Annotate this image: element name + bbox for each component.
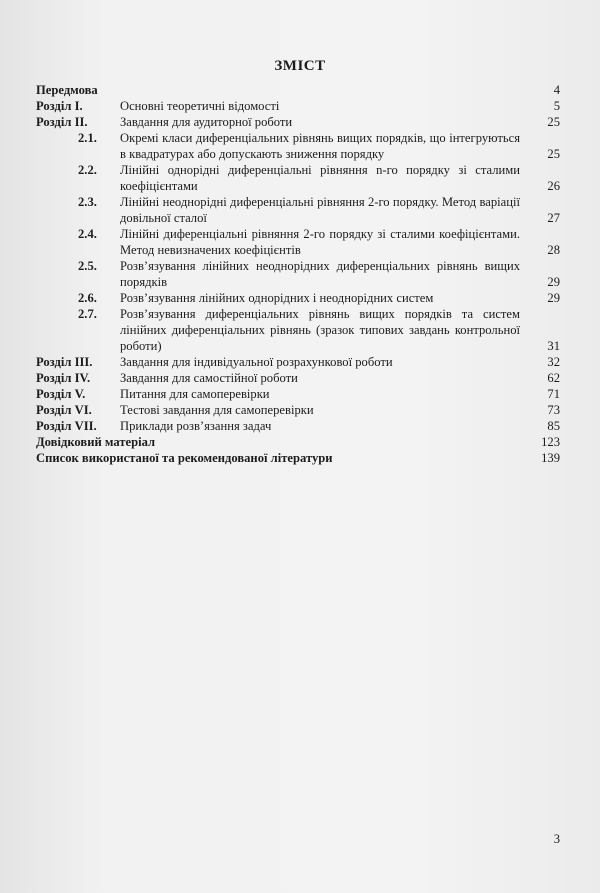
toc-entry [36, 434, 560, 450]
toc-entry [36, 130, 560, 162]
toc-entry-label: 2.2. [78, 163, 97, 177]
toc-entry-label: 2.4. [78, 227, 97, 241]
toc-entry-page: 71 [547, 387, 560, 401]
toc-entry [36, 306, 560, 354]
toc-entry-label: 2.7. [78, 307, 97, 321]
toc-entry-title: Лінійні однорідні диференціальні рівняння n-го порядку зі сталими коефіцієнтами [120, 163, 520, 193]
toc-entry-label: Розділ I. [36, 99, 83, 113]
toc-entry [36, 418, 560, 434]
toc-entry [36, 450, 560, 466]
toc-entry-page: 139 [541, 451, 560, 465]
toc-entry [36, 354, 560, 370]
toc-entry-page: 29 [547, 291, 560, 305]
toc-entry [36, 226, 560, 258]
toc-entry-page: 27 [547, 211, 560, 225]
toc-entry [36, 386, 560, 402]
toc-entry-page: 73 [547, 403, 560, 417]
toc-entry-title: Основні теоретичні відомості [120, 99, 280, 113]
toc-entry-label: Розділ V. [36, 387, 86, 401]
toc-entry-title: Список використаної та рекомендованої літератури [36, 451, 333, 465]
toc-entry [36, 258, 560, 290]
toc-entry-title: Передмова [36, 83, 98, 97]
toc-entry-title: Розв’язування диференціальних рівнянь вищих порядків та систем лінійних диференціальних рівнянь (зразок типових завдань контрольної роботи) [120, 307, 520, 353]
toc-entry-page: 29 [547, 275, 560, 289]
toc-entry-title: Довідковий матеріал [36, 435, 156, 449]
toc-entry-page: 31 [547, 339, 560, 353]
table-of-contents [36, 82, 560, 466]
toc-entry-page: 123 [541, 435, 560, 449]
toc-entry [36, 370, 560, 386]
toc-entry-title: Тестові завдання для самоперевірки [120, 403, 314, 417]
toc-entry [36, 194, 560, 226]
toc-entry [36, 402, 560, 418]
toc-entry-title: Приклади розв’язання задач [120, 419, 272, 433]
toc-entry-label: Розділ IV. [36, 371, 91, 385]
toc-entry-label: 2.1. [78, 131, 97, 145]
toc-entry-title: Питання для самоперевірки [120, 387, 270, 401]
toc-entry-page: 4 [553, 83, 560, 97]
toc-entry-title: Лінійні неоднорідні диференціальні рівняння 2-го порядку. Метод варіації довільної сталої [120, 195, 520, 225]
toc-entry [36, 162, 560, 194]
toc-entry-label: 2.3. [78, 195, 97, 209]
toc-entry-page: 26 [547, 179, 560, 193]
toc-entry-title: Розв’язування лінійних однорідних і неоднорідних систем [120, 291, 434, 305]
toc-entry-page: 25 [547, 115, 560, 129]
toc-entry-title: Лінійні диференціальні рівняння 2-го порядку зі сталими коефіцієнтами. Метод невизначених коефіцієнтів [120, 227, 520, 257]
page-number: 3 [553, 832, 560, 846]
toc-entry [36, 290, 560, 306]
toc-entry-title: Завдання для аудиторної роботи [120, 115, 293, 129]
toc-entry-label: 2.6. [78, 291, 97, 305]
toc-entry [36, 82, 560, 98]
toc-entry-title: Окремі класи диференціальних рівнянь вищих порядків, що інтегруються в квадратурах або допускають зниження порядку [120, 131, 520, 161]
toc-entry-page: 85 [547, 419, 560, 433]
toc-entry-page: 25 [547, 147, 560, 161]
toc-entry-label: Розділ VII. [36, 419, 97, 433]
toc-entry-title: Завдання для самостійної роботи [120, 371, 298, 385]
toc-entry-page: 62 [547, 371, 560, 385]
toc-entry [36, 114, 560, 130]
toc-entry-page: 28 [547, 243, 560, 257]
toc-entry-page: 5 [553, 99, 560, 113]
toc-entry-page: 32 [547, 355, 560, 369]
toc-entry-title: Завдання для індивідуальної розрахункової роботи [120, 355, 393, 369]
page-title: ЗМІСТ [274, 58, 326, 74]
toc-entry-title: Розв’язування лінійних неоднорідних диференціальних рівнянь вищих порядків [120, 259, 520, 289]
toc-entry-label: Розділ VI. [36, 403, 92, 417]
toc-entry-label: Розділ II. [36, 115, 88, 129]
toc-entry-label: Розділ III. [36, 355, 93, 369]
toc-entry-label: 2.5. [78, 259, 97, 273]
toc-entry [36, 98, 560, 114]
